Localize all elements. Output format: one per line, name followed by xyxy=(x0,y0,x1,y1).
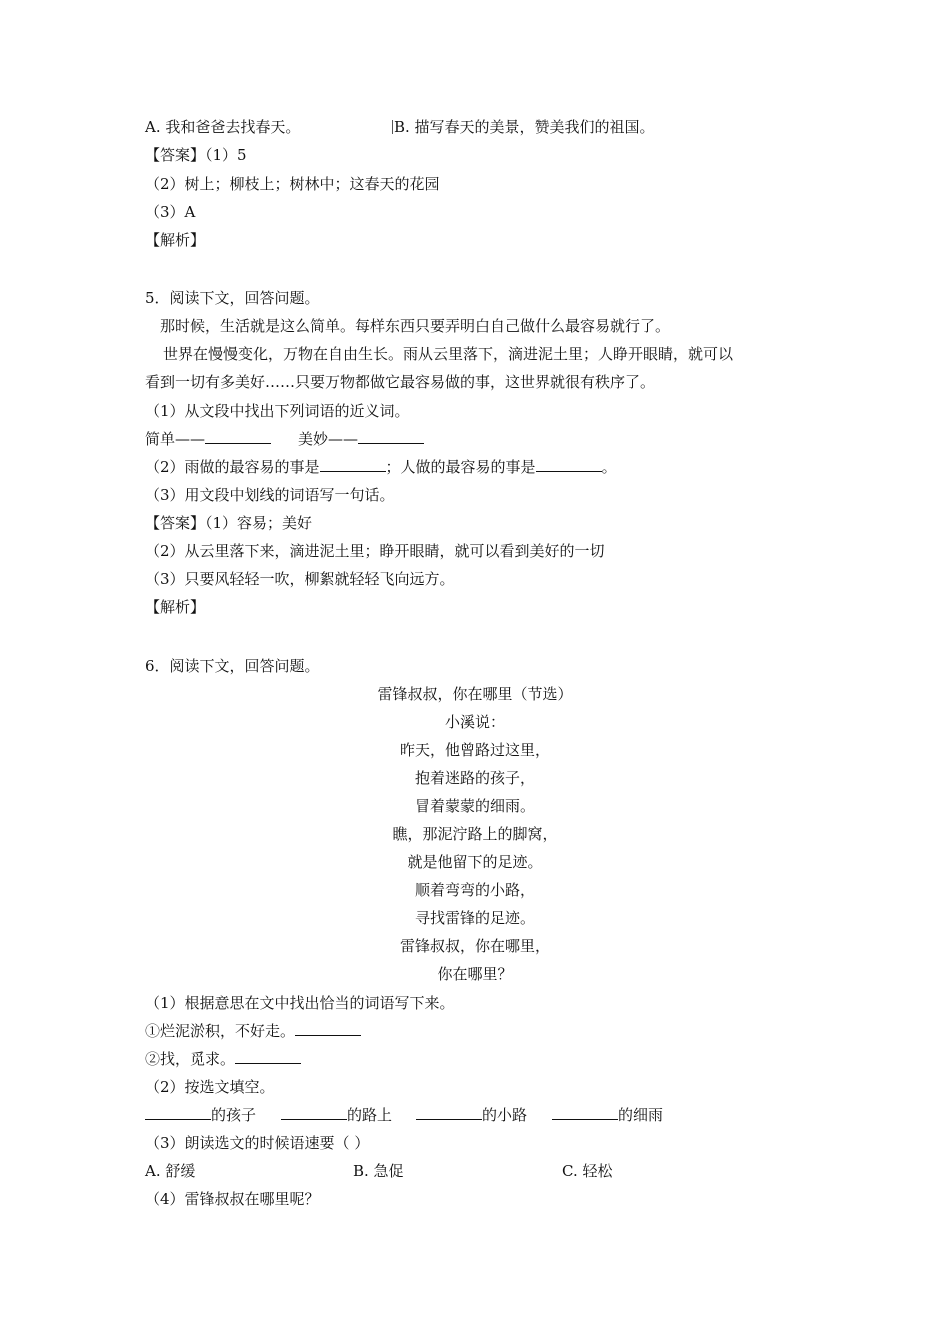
q6-sub-3: （3）朗读选文的时候语速要（ ） xyxy=(145,1134,370,1152)
blank-line[interactable] xyxy=(281,1105,347,1120)
q5-passage-2b: 看到一切有多美好……只要万物都做它最容易做的事，这世界就很有秩序了。 xyxy=(145,373,656,391)
poem-line: 瞧，那泥泞路上的脚窝， xyxy=(392,825,558,843)
q6-option-b: B. 急促 xyxy=(353,1162,404,1180)
q6-heading: 6．阅读下文，回答问题。 xyxy=(145,657,320,675)
q5-analysis-tag: 【解析】 xyxy=(145,598,206,616)
q6-item-2-text: ②找，觅求。 xyxy=(145,1050,236,1068)
q4-answer xyxy=(145,145,247,165)
q5-passage-2a: 世界在慢慢变化，万物在自由生长。雨从云里落下，滴进泥土里；人睁开眼睛，就可以 xyxy=(163,345,734,363)
q5-heading: 5．阅读下文，回答问题。 xyxy=(145,289,320,307)
q6-fill-4-text: 的细雨 xyxy=(618,1106,664,1124)
q6-fill-1 xyxy=(145,1105,256,1125)
q6-option-c: C. 轻松 xyxy=(562,1162,613,1180)
poem-line: 冒着蒙蒙的细雨。 xyxy=(414,797,535,815)
cursor-mark xyxy=(392,120,393,134)
q5-word-1-label: 简单—— xyxy=(145,430,206,448)
poem-line: 就是他留下的足迹。 xyxy=(407,853,543,871)
q4-option-b xyxy=(392,117,655,137)
q4-option-a: A. 我和爸爸去找春天。 xyxy=(145,118,301,136)
poem-line: 你在哪里？ xyxy=(437,965,513,983)
q5-answer-2: （2）从云里落下来，滴进泥土里；睁开眼睛，就可以看到美好的一切 xyxy=(145,542,605,560)
q6-sub-4: （4）雷锋叔叔在哪里呢？ xyxy=(145,1190,320,1208)
blank-line[interactable] xyxy=(536,457,602,472)
q5-sub-2-c: 。 xyxy=(601,458,617,476)
q6-option-a: A. 舒缓 xyxy=(145,1162,196,1180)
answer-tag: 【答案】 xyxy=(145,146,206,164)
q6-item-1-text: ①烂泥淤积，不好走。 xyxy=(145,1022,296,1040)
q5-answer-3: （3）只要风轻轻一吹，柳絮就轻轻飞向远方。 xyxy=(145,570,455,588)
q5-passage-1: 那时候，生活就是这么简单。每样东西只要弄明白自己做什么最容易就行了。 xyxy=(160,317,671,335)
q4-analysis-tag: 【解析】 xyxy=(145,231,206,249)
q5-sub-2-b: ；人做的最容易的事是 xyxy=(385,458,536,476)
poem-line: 寻找雷锋的足迹。 xyxy=(414,909,535,927)
q6-sub-2: （2）按选文填空。 xyxy=(145,1078,275,1096)
q6-fill-3-text: 的小路 xyxy=(482,1106,528,1124)
q6-fill-1-text: 的孩子 xyxy=(211,1106,257,1124)
blank-line[interactable] xyxy=(320,457,386,472)
q4-answer-2: （2）树上；柳枝上；树林中；这春天的花园 xyxy=(145,175,440,193)
blank-line[interactable] xyxy=(145,1105,211,1120)
q6-item-1 xyxy=(145,1021,361,1041)
q4-answer-3: （3）A xyxy=(145,203,196,221)
q5-answer-1: （1）容易；美好 xyxy=(205,514,313,532)
poem-line: 雷锋叔叔，你在哪里， xyxy=(399,937,550,955)
q4-option-b-text: B. 描写春天的美景，赞美我们的祖国。 xyxy=(394,118,655,136)
q5-answer xyxy=(145,513,312,533)
poem-line: 小溪说： xyxy=(444,713,505,731)
blank-line[interactable] xyxy=(235,1049,301,1064)
q5-word-2 xyxy=(298,429,424,449)
q6-fill-2-text: 的路上 xyxy=(347,1106,393,1124)
q6-fill-4 xyxy=(552,1105,663,1125)
q5-word-2-label: 美妙—— xyxy=(298,430,359,448)
q5-sub-2 xyxy=(145,457,617,477)
q5-sub-1: （1）从文段中找出下列词语的近义词。 xyxy=(145,402,410,420)
q5-word-1 xyxy=(145,429,271,449)
blank-line[interactable] xyxy=(552,1105,618,1120)
poem-line: 昨天，他曾路过这里， xyxy=(399,741,550,759)
answer-tag: 【答案】 xyxy=(145,514,206,532)
poem-line: 顺着弯弯的小路， xyxy=(414,881,535,899)
blank-line[interactable] xyxy=(358,429,424,444)
q5-sub-3: （3）用文段中划线的词语写一句话。 xyxy=(145,486,395,504)
poem-line: 抱着迷路的孩子， xyxy=(414,769,535,787)
q6-item-2 xyxy=(145,1049,301,1069)
blank-line[interactable] xyxy=(295,1021,361,1036)
q6-fill-2 xyxy=(281,1105,392,1125)
q6-sub-1: （1）根据意思在文中找出恰当的词语写下来。 xyxy=(145,994,455,1012)
q5-sub-2-a: （2）雨做的最容易的事是 xyxy=(145,458,320,476)
q6-fill-3 xyxy=(416,1105,527,1125)
blank-line[interactable] xyxy=(416,1105,482,1120)
blank-line[interactable] xyxy=(205,429,271,444)
q4-answer-1: （1）5 xyxy=(205,146,247,164)
poem-title: 雷锋叔叔，你在哪里（节选） xyxy=(377,685,573,703)
